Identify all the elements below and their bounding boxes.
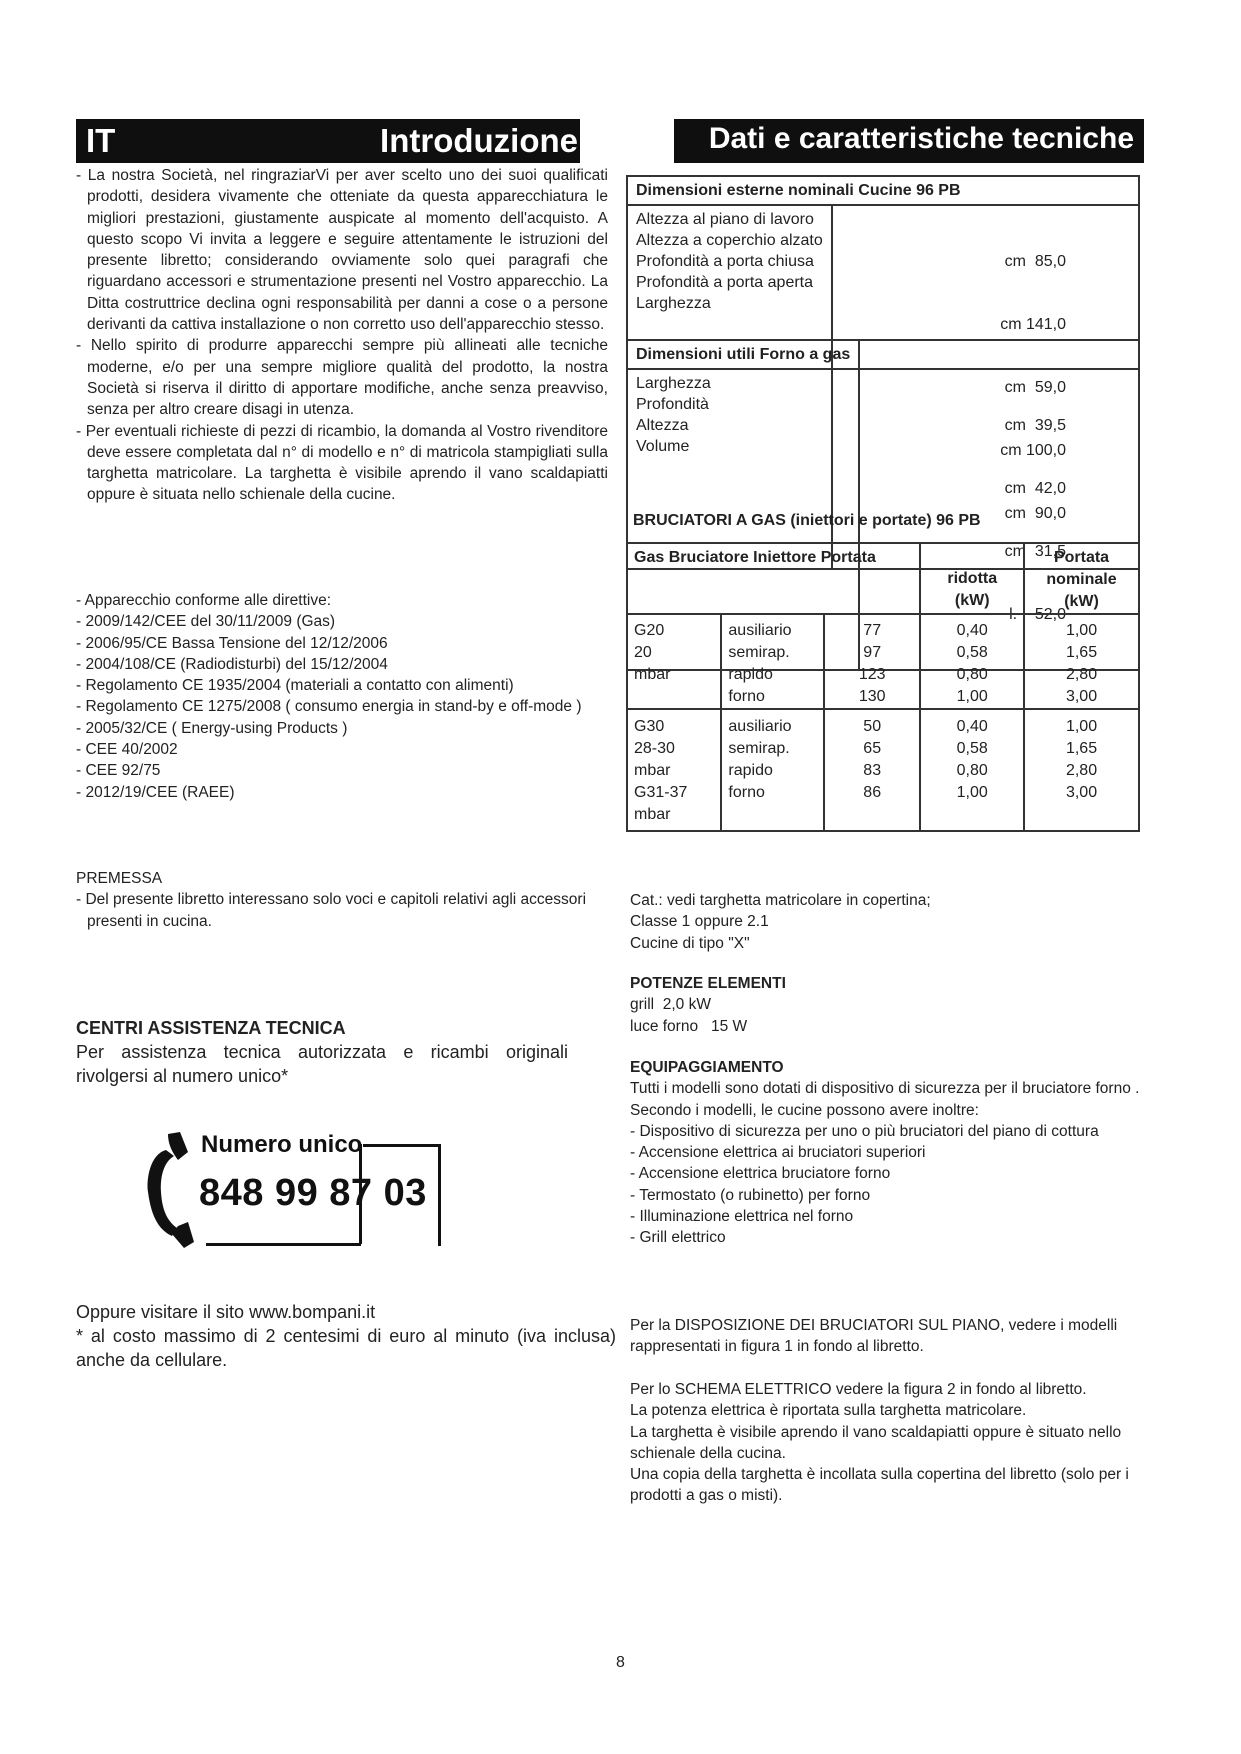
directive-item: - 2005/32/CE ( Energy-using Products )	[76, 719, 348, 737]
numero-frame-top-rule	[363, 1144, 441, 1147]
burner-cell	[721, 614, 824, 709]
forno-label: Volume	[636, 438, 690, 455]
numero-frame-bottom	[206, 1243, 361, 1246]
potenze-section	[630, 973, 1150, 1037]
schema-section	[630, 1379, 1170, 1507]
ridotta-value: 0,40	[956, 718, 988, 735]
ridotta-unit: (kW)	[954, 592, 990, 609]
dim-forno-title: Dimensioni utili Forno a gas	[627, 340, 859, 369]
intro-paragraph: - Nello spirito di produrre apparecchi sempre più allineati alle tecniche moderne, e/o per una sempre migliore qualità del prodotto, la nostra Società si riserva il diritto di apportare modifiche, anche senza preavviso, senza per altro creare disagi in utenza.	[76, 337, 608, 419]
gas-cell	[627, 709, 721, 831]
nominale-label-1: Portata	[1053, 549, 1110, 566]
page-number: 8	[616, 1654, 625, 1671]
burner-name: forno	[728, 688, 765, 705]
equip-title: EQUIPAGGIAMENTO	[630, 1059, 784, 1076]
directive-item: - Apparecchio conforme alle direttive:	[76, 592, 332, 609]
premessa-section	[76, 868, 608, 932]
gas-unit: mbar	[634, 666, 671, 683]
dim-value: cm 141,0	[1000, 316, 1066, 333]
forno-label: Profondità	[636, 396, 709, 413]
assistenza-title: CENTRI ASSISTENZA TECNICA	[76, 1018, 346, 1038]
injector-value: 123	[858, 666, 886, 683]
directive-item: - 2009/142/CEE del 30/11/2009 (Gas)	[76, 613, 336, 631]
gas-unit: mbar	[634, 806, 671, 823]
equip-item: - Grill elettrico	[630, 1229, 726, 1247]
schema-line: Una copia della targhetta è incollata sulla copertina del libretto (solo per i prodotti a gas o misti).	[630, 1466, 1129, 1505]
ridotta-value: 0,58	[956, 644, 988, 661]
tech-data-title: Dati e caratteristiche tecniche	[708, 122, 1134, 155]
injector-value: 77	[863, 622, 882, 639]
bruciatori-head-ridotta	[920, 543, 1024, 614]
phone-handset-icon	[144, 1130, 200, 1250]
ridotta-value: 1,00	[956, 784, 988, 801]
cat-line: Classe 1 oppure 2.1	[630, 913, 769, 931]
gas-cell	[627, 614, 721, 709]
dim-value: cm 90,0	[1004, 505, 1066, 522]
nominale-value: 3,00	[1065, 784, 1098, 801]
premessa-title: PREMESSA	[76, 870, 163, 887]
injector-value: 50	[863, 718, 882, 735]
forno-value: cm 42,0	[1004, 480, 1066, 497]
gas-type: G20	[634, 622, 665, 639]
nominale-value: 3,00	[1065, 688, 1098, 705]
equip-item: - Accensione elettrica ai bruciatori superiori	[630, 1144, 926, 1162]
injector-cell	[824, 614, 920, 709]
potenze-line: luce forno 15 W	[630, 1017, 748, 1035]
nominale-value: 2,80	[1065, 666, 1098, 683]
bruciatori-head-left: Gas Bruciatore Iniettore Portata	[627, 543, 920, 614]
premessa-text: - Del presente libretto interessano solo voci e capitoli relativi agli accessori presenti in cucina.	[76, 891, 587, 930]
directive-item: - CEE 92/75	[76, 762, 161, 780]
bruciatori-head-nominale	[1024, 543, 1139, 614]
equipaggiamento-section	[630, 1057, 1160, 1249]
directive-item: - 2004/108/CE (Radiodisturbi) del 15/12/2004	[76, 655, 388, 673]
header-bar-right	[674, 119, 1144, 163]
directives-list	[76, 590, 608, 803]
header-bar-left	[76, 119, 580, 163]
injector-value: 130	[858, 688, 886, 705]
ridotta-cell	[920, 614, 1024, 709]
nominale-cell	[1024, 709, 1139, 831]
forno-value: cm 31,5	[1004, 543, 1066, 560]
dim-label: Larghezza	[636, 295, 711, 312]
equip-intro: Tutti i modelli sono dotati di dispositivo di sicurezza per il bruciatore forno .	[630, 1080, 1140, 1098]
burner-name: ausiliario	[728, 718, 792, 735]
burner-name: forno	[728, 784, 765, 801]
disposizione-text: Per la DISPOSIZIONE DEI BRUCIATORI SUL PIANO, vedere i modelli rappresentati in figura 1 in fondo al libretto.	[630, 1317, 1118, 1356]
category-section	[630, 890, 1150, 954]
injector-cell	[824, 709, 920, 831]
cat-line: Cat.: vedi targhetta matricolare in copertina;	[630, 892, 931, 909]
forno-value: cm 39,5	[1004, 417, 1066, 434]
numero-unico-label: Numero unico	[201, 1131, 363, 1158]
potenze-title: POTENZE ELEMENTI	[630, 975, 786, 992]
equip-item: - Illuminazione elettrica nel forno	[630, 1208, 854, 1226]
intro-section	[76, 165, 608, 506]
ridotta-value: 0,80	[956, 762, 988, 779]
assistenza-text: Per assistenza tecnica autorizzata e ricambi originali rivolgersi al numero unico*	[76, 1042, 568, 1086]
directive-item: - 2012/19/CEE (RAEE)	[76, 783, 235, 801]
cat-line: Cucine di tipo "X"	[630, 934, 750, 952]
language-code: IT	[86, 122, 116, 159]
burner-cell	[721, 709, 824, 831]
burner-name: rapido	[728, 666, 773, 683]
burner-name: semirap.	[728, 740, 790, 757]
site-text: Oppure visitare il sito www.bompani.it	[76, 1302, 376, 1322]
gas-pressure: 28-30	[634, 740, 675, 757]
burner-name: rapido	[728, 762, 773, 779]
burner-name: ausiliario	[728, 622, 792, 639]
nominale-unit: (kW)	[1064, 593, 1099, 610]
numero-unico-box	[144, 1130, 444, 1250]
directive-item: - CEE 40/2002	[76, 741, 178, 759]
injector-value: 86	[863, 784, 882, 801]
injector-value: 97	[863, 644, 882, 661]
dim-label: Altezza al piano di lavoro	[636, 211, 814, 228]
group-g30-row	[627, 709, 1139, 831]
forno-label: Altezza	[636, 417, 689, 434]
schema-line: Per lo SCHEMA ELETTRICO vedere la figura 2 in fondo al libretto.	[630, 1381, 1087, 1398]
ridotta-value: 0,58	[956, 740, 988, 757]
schema-line: La potenza elettrica è riportata sulla targhetta matricolare.	[630, 1402, 1027, 1420]
directive-item: - Regolamento CE 1275/2008 ( consumo energia in stand-by e off-mode )	[76, 698, 582, 716]
numero-unico-value: 848 99 87 03	[199, 1172, 427, 1214]
directive-item: - Regolamento CE 1935/2004 (materiali a contatto con alimenti)	[76, 677, 514, 695]
nominale-cell	[1024, 614, 1139, 709]
site-section	[76, 1300, 616, 1372]
ridotta-cell	[920, 709, 1024, 831]
equip-item: - Dispositivo di sicurezza per uno o più bruciatori del piano di cottura	[630, 1122, 1099, 1140]
nominale-value: 1,65	[1065, 740, 1098, 757]
dim-label: Altezza a coperchio alzato	[636, 232, 823, 249]
schema-line: La targhetta è visibile aprendo il vano scaldapiatti oppure è situato nello schienale della cucina.	[630, 1423, 1122, 1462]
dim-label: Profondità a porta chiusa	[636, 253, 814, 270]
cost-note: * al costo massimo di 2 centesimi di euro al minuto (iva inclusa) anche da cellulare.	[76, 1326, 616, 1370]
dim-value: cm 85,0	[1004, 253, 1066, 270]
nominale-label-2: nominale	[1046, 571, 1117, 588]
dim-value: cm 59,0	[1004, 379, 1066, 396]
numero-frame-right-edge	[438, 1144, 441, 1246]
equip-item: - Termostato (o rubinetto) per forno	[630, 1186, 871, 1204]
nominale-value: 1,00	[1065, 622, 1098, 639]
injector-value: 65	[863, 740, 882, 757]
ridotta-value: 1,00	[956, 688, 988, 705]
ridotta-value: 0,40	[956, 622, 988, 639]
dim-esterne-title: Dimensioni esterne nominali Cucine 96 PB	[627, 176, 1139, 205]
dim-label: Profondità a porta aperta	[636, 274, 814, 291]
nominale-value: 1,00	[1065, 718, 1098, 735]
injector-value: 83	[863, 762, 882, 779]
ridotta-value: 0,80	[956, 666, 988, 683]
intro-title: Introduzione	[380, 122, 578, 159]
gas-type: G30	[634, 718, 665, 735]
intro-paragraph: - La nostra Società, nel ringraziarVi per aver scelto uno dei suoi qualificati prodotti, desidera vivamente che otteniate da questa apparecchiatura le migliori prestazioni, giustamente auspicate al momento dell'acquisto. A questo scopo Vi invita a leggere e seguire attentamente le istruzioni del presente libretto; considerando ovviamente solo quei paragrafi che riguardano accessori e strumentazione presenti nel Vostro apparecchio. La Ditta costruttrice declina ogni responsabilità per danni a cose o a persone derivanti da cattiva installazione o non corretto uso dell'apparecchio stesso.	[76, 167, 608, 334]
gas-unit: mbar	[634, 762, 671, 779]
forno-value: l. 52,0	[1009, 606, 1066, 623]
gas-pressure: 20	[634, 644, 652, 661]
ridotta-label: ridotta	[947, 570, 998, 587]
gas-type: G31-37	[634, 784, 688, 801]
intro-paragraph: - Per eventuali richieste di pezzi di ricambio, la domanda al Vostro rivenditore deve essere completata dal n° di modello e n° di matricola stampigliati sulla targhetta matricolare. La targhetta è visibile aprendo il vano scaldapiatti oppure è situata nello schienale della cucine.	[76, 422, 608, 504]
nominale-value: 1,65	[1065, 644, 1098, 661]
bruciatori-title: BRUCIATORI A GAS (iniettori e portate) 96 PB	[633, 512, 981, 529]
bruciatori-table	[626, 542, 1140, 832]
assistenza-section	[76, 1016, 568, 1088]
burner-name: semirap.	[728, 644, 790, 661]
forno-label: Larghezza	[636, 375, 711, 392]
equip-intro2: Secondo i modelli, le cucine possono avere inoltre:	[630, 1101, 979, 1119]
dim-value: cm 100,0	[1000, 442, 1066, 459]
nominale-value: 2,80	[1065, 762, 1098, 779]
directive-item: - 2006/95/CE Bassa Tensione del 12/12/2006	[76, 634, 388, 652]
group-g20-row	[627, 614, 1139, 709]
dim-forno-title-blank	[859, 340, 1139, 369]
potenze-line: grill 2,0 kW	[630, 996, 711, 1014]
equip-item: - Accensione elettrica bruciatore forno	[630, 1165, 891, 1183]
